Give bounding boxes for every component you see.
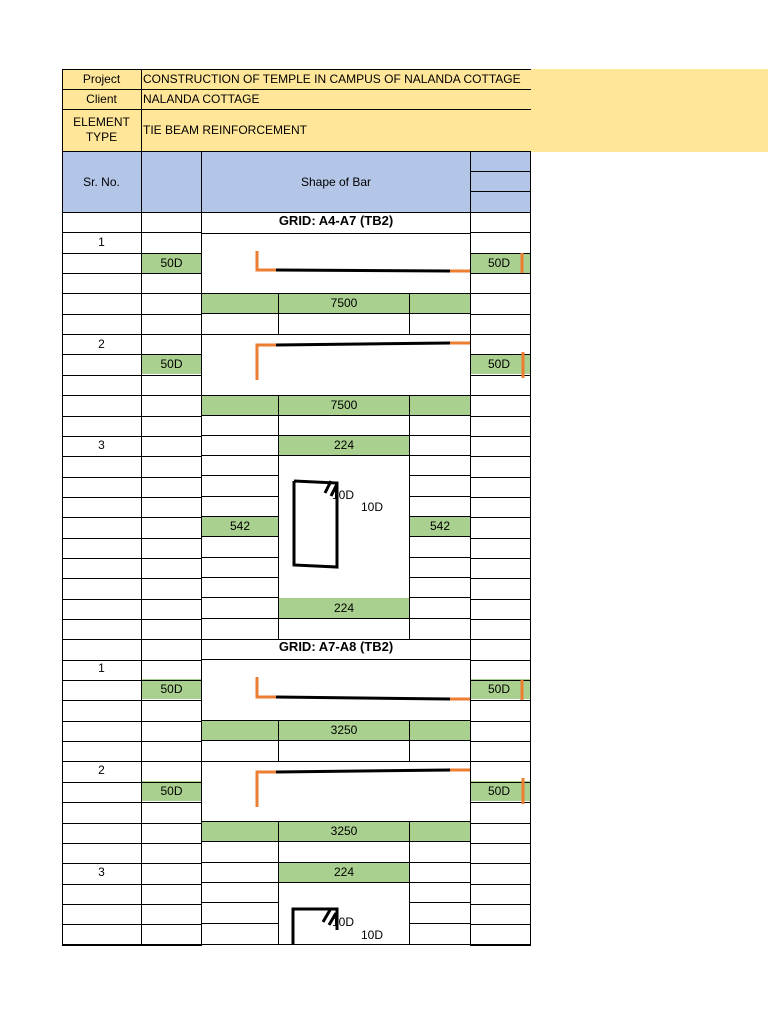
stirrup-right-length: 542 <box>429 519 451 533</box>
bar-length: 7500 <box>330 296 358 310</box>
element-type-value: TIE BEAM REINFORCEMENT <box>143 123 308 137</box>
stirrup-top-length: 224 <box>333 865 355 879</box>
shape-of-bar-header: Shape of Bar <box>300 175 372 189</box>
project-label: Project <box>82 72 121 86</box>
right-hook-length: 50D <box>487 256 510 270</box>
sr-number: 1 <box>98 235 105 249</box>
right-hook-length: 50D <box>487 682 510 696</box>
left-hook-length: 50D <box>160 357 183 371</box>
sr-number: 3 <box>98 438 105 452</box>
bar-length: 3250 <box>330 824 358 838</box>
sr-number: 3 <box>98 865 105 879</box>
sr-number: 1 <box>98 661 105 675</box>
grid-title: GRID: A7-A8 (TB2) <box>278 639 394 654</box>
hook-label: 10D <box>332 488 355 502</box>
hook-label: 10D <box>332 915 355 929</box>
right-hook-length: 50D <box>487 357 510 371</box>
left-hook-length: 50D <box>160 784 183 798</box>
element-type-label-2: TYPE <box>85 130 118 144</box>
bar-length: 3250 <box>330 723 358 737</box>
sr-no-header: Sr. No. <box>83 175 120 189</box>
sr-number: 2 <box>98 337 105 351</box>
hook-label: 10D <box>361 500 384 514</box>
project-value: CONSTRUCTION OF TEMPLE IN CAMPUS OF NALANDA COTTAGE <box>143 72 521 86</box>
sr-number: 2 <box>98 763 105 777</box>
client-label: Client <box>86 92 117 106</box>
left-hook-length: 50D <box>160 256 183 270</box>
element-type-label-1: ELEMENT <box>73 115 130 129</box>
stirrup-bottom-length: 224 <box>333 601 355 615</box>
right-hook-length: 50D <box>487 784 510 798</box>
left-hook-length: 50D <box>160 682 183 696</box>
bar-length: 7500 <box>330 398 358 412</box>
hook-label: 10D <box>361 928 384 942</box>
stirrup-top-length: 224 <box>333 438 355 452</box>
stirrup-left-length: 542 <box>229 519 251 533</box>
grid-title: GRID: A4-A7 (TB2) <box>278 213 394 228</box>
client-value: NALANDA COTTAGE <box>143 92 260 106</box>
